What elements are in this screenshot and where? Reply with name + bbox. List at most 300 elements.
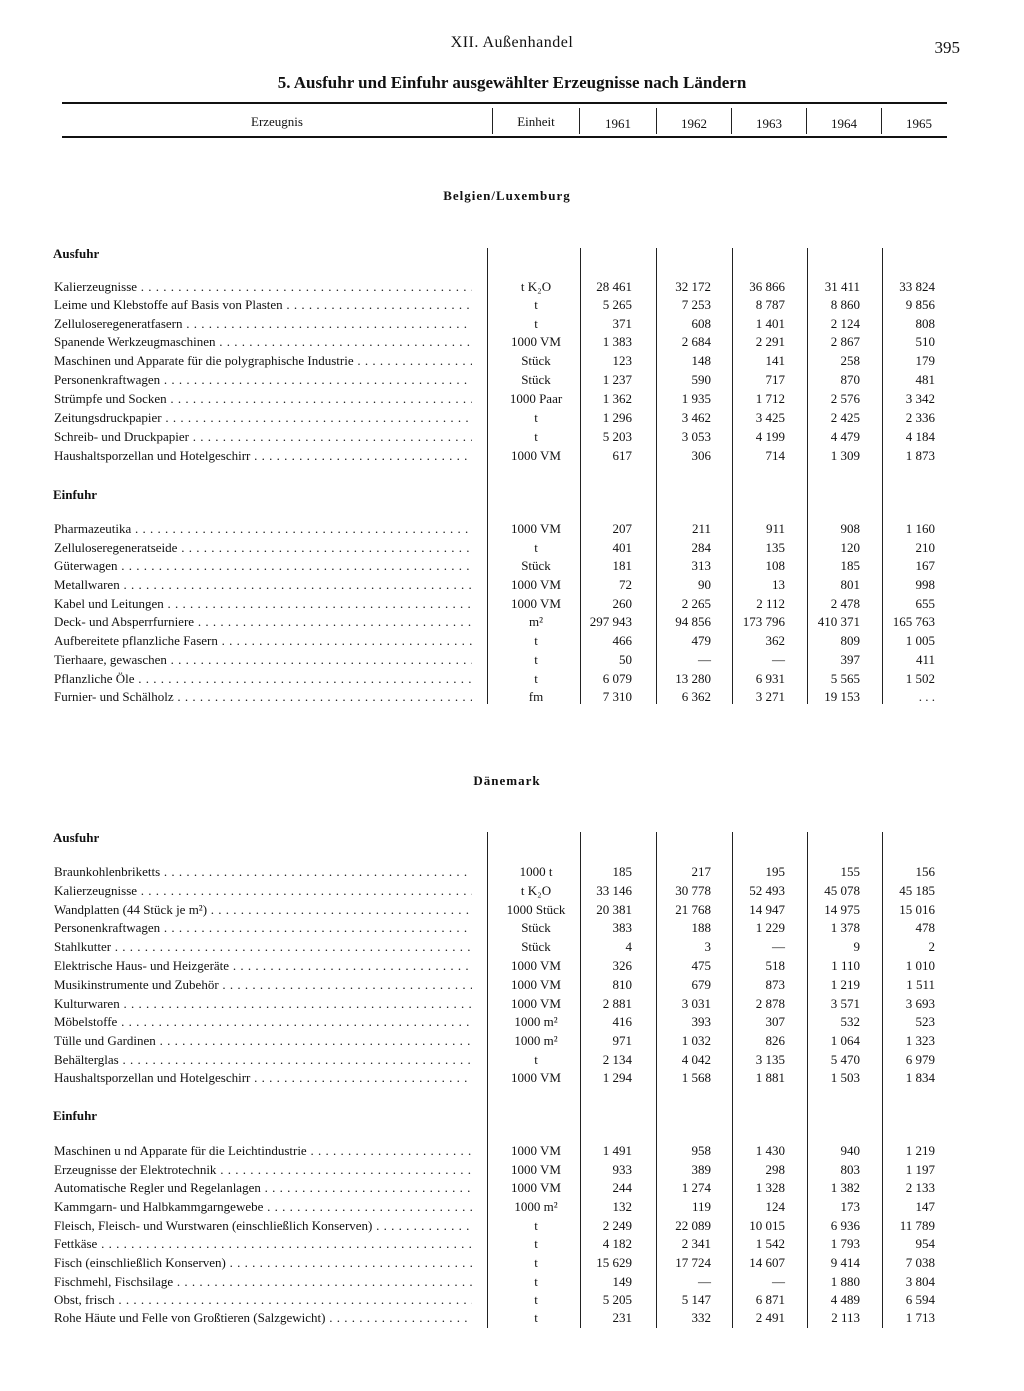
row-value: 6 871 [755,1292,785,1307]
row-item: Metallwaren . . . [54,577,472,593]
row-value: 2 112 [756,596,785,611]
row-value: 1 328 [755,1180,785,1195]
table-row [0,883,1024,901]
row-value: 120 [840,540,860,555]
row-value: 1 430 [755,1143,785,1158]
page-number: 395 [934,38,960,57]
row-value: 998 [915,577,935,592]
row-value: 908 [840,521,860,536]
row-item: Zelluloseregeneratfasern . . . [54,316,472,332]
header-column-separator [731,108,732,134]
row-unit: t [534,1052,538,1067]
column-header-unit: Einheit [517,114,555,129]
row-unit: t K₂O [520,279,552,294]
row-value: 2 265 [681,596,711,611]
row-value: 870 [840,372,860,387]
row-value: 4 042 [681,1052,711,1067]
group-heading-einfuhr: Einfuhr [53,487,98,502]
row-item: Möbelstoffe . . . [54,1014,472,1030]
row-value: 617 [612,448,632,463]
row-unit: 1000 t [519,864,553,879]
row-item: Leime und Klebstoffe auf Basis von Plasten . . . [54,297,472,313]
row-unit: 1000 m² [514,1014,558,1029]
row-value: 714 [765,448,785,463]
table-row [0,633,1024,651]
row-value: 2 881 [602,996,632,1011]
row-value: 306 [691,448,711,463]
row-value: 156 [915,864,935,879]
row-value: 4 479 [830,429,860,444]
row-unit: 1000 VM [511,334,561,349]
row-item: Deck- und Absperrfurniere . . . [54,614,472,630]
row-unit: t [534,429,538,444]
row-value: 608 [691,316,711,331]
row-value: 1 793 [830,1236,860,1251]
row-value: 808 [915,316,935,331]
row-value: 141 [765,353,785,368]
row-item: Stahlkutter . . . [54,939,472,955]
row-value: 1 834 [905,1070,935,1085]
header-column-separator [881,108,882,134]
row-value: 135 [765,540,785,555]
row-value: 2 [928,939,935,954]
header-top-rule [62,102,947,104]
row-unit: 1000 VM [511,521,561,536]
table-row [0,689,1024,707]
row-unit: t [534,671,538,686]
row-item: Pharmazeutika . . . [54,521,472,537]
row-unit: t [534,652,538,667]
row-value: 9 414 [830,1255,860,1270]
row-value: 1 274 [681,1180,711,1195]
row-value: 1 197 [905,1162,935,1177]
row-value: 362 [765,633,785,648]
row-value: 5 147 [681,1292,711,1307]
row-value: 510 [915,334,935,349]
table-row [0,1236,1024,1254]
row-unit: 1000 VM [511,1162,561,1177]
row-value: 1 503 [830,1070,860,1085]
row-value: 179 [915,353,935,368]
row-value: 33 146 [596,883,632,898]
row-value: 1 935 [681,391,711,406]
row-value: 803 [840,1162,860,1177]
row-item: Obst, frisch . . . [54,1292,472,1308]
table-row [0,614,1024,632]
row-unit: t [534,1255,538,1270]
row-value: 5 205 [602,1292,632,1307]
row-value: 416 [612,1014,632,1029]
row-unit: 1000 Paar [509,391,563,406]
row-value: 147 [915,1199,935,1214]
row-item: Personenkraftwagen . . . [54,920,472,936]
table-row [0,334,1024,352]
row-value: 1 309 [830,448,860,463]
row-value: 6 979 [905,1052,935,1067]
row-value: 8 860 [830,297,860,312]
row-value: 4 184 [905,429,935,444]
header-column-separator [656,108,657,134]
row-item: Strümpfe und Socken . . . [54,391,472,407]
row-value: 45 078 [824,883,860,898]
table-row [0,977,1024,995]
row-value: 809 [840,633,860,648]
table-row [0,429,1024,447]
column-header-year: 1962 [681,116,707,131]
row-value: 958 [691,1143,711,1158]
row-value: 873 [765,977,785,992]
row-item: Fischmehl, Fischsilage . . . [54,1274,472,1290]
country-heading: Belgien/Luxemburg [443,188,571,203]
row-unit: t [534,316,538,331]
row-value: 2 867 [830,334,860,349]
row-value: 1 032 [681,1033,711,1048]
row-value: 28 461 [596,279,632,294]
row-item: Zelluloseregeneratseide . . . [54,540,472,556]
row-unit: fm [528,689,544,704]
table-row [0,1143,1024,1161]
row-value: 52 493 [749,883,785,898]
row-item: Elektrische Haus- und Heizgeräte . . . [54,958,472,974]
row-value: 195 [765,864,785,879]
table-row [0,1274,1024,1292]
row-value: 1 296 [602,410,632,425]
table-row [0,596,1024,614]
row-item: Kalierzeugnisse . . . [54,883,472,899]
row-value: 90 [698,577,711,592]
row-value: 3 053 [681,429,711,444]
row-value: 284 [691,540,711,555]
row-value: 1 542 [755,1236,785,1251]
row-value: 523 [915,1014,935,1029]
row-value: 167 [915,558,935,573]
row-value: 7 310 [602,689,632,704]
table-row [0,372,1024,390]
row-value: 1 323 [905,1033,935,1048]
row-value: 313 [691,558,711,573]
row-value: 6 936 [830,1218,860,1233]
row-unit: 1000 VM [511,577,561,592]
chapter-heading: XII. Außenhandel [450,34,574,51]
row-value: 371 [612,316,632,331]
row-value: 971 [612,1033,632,1048]
row-value: 1 362 [602,391,632,406]
row-value: 1 110 [831,958,860,973]
table-row [0,391,1024,409]
row-value: 45 185 [899,883,935,898]
row-value: 30 778 [675,883,711,898]
row-value: 1 294 [602,1070,632,1085]
row-value: 1 881 [755,1070,785,1085]
header-column-separator [579,108,580,134]
row-value: 479 [691,633,711,648]
row-value: — [772,652,785,667]
row-unit: t [534,1274,538,1289]
row-item: Kalierzeugnisse . . . [54,279,472,295]
table-row [0,1292,1024,1310]
row-value: 2 336 [905,410,935,425]
row-value: 244 [612,1180,632,1195]
row-value: 1 713 [905,1310,935,1325]
row-value: 3 271 [755,689,785,704]
row-value: 410 371 [817,614,860,629]
row-item: Musikinstrumente und Zubehör . . . [54,977,472,993]
row-value: 1 382 [830,1180,860,1195]
row-item: Schreib- und Druckpapier . . . [54,429,472,445]
row-value: 1 064 [830,1033,860,1048]
row-value: 17 724 [675,1255,711,1270]
row-value: 297 943 [589,614,632,629]
row-value: 401 [612,540,632,555]
row-value: 5 470 [830,1052,860,1067]
row-value: 5 265 [602,297,632,312]
row-value: 954 [915,1236,935,1251]
row-unit: Stück [521,353,551,368]
row-value: 188 [691,920,711,935]
row-value: 14 947 [749,902,785,917]
row-unit: t [534,410,538,425]
row-value: 481 [915,372,935,387]
row-value: 1 219 [905,1143,935,1158]
row-value: 15 016 [899,902,935,917]
row-value: 2 491 [755,1310,785,1325]
row-value: 2 133 [905,1180,935,1195]
row-value: 2 478 [830,596,860,611]
row-value: 2 576 [830,391,860,406]
row-value: 475 [691,958,711,973]
row-value: — [772,939,785,954]
row-item: Haushaltsporzellan und Hotelgeschirr . . . [54,1070,472,1086]
column-header-year: 1965 [906,116,932,131]
row-unit: 1000 m² [514,1199,558,1214]
table-row [0,353,1024,371]
row-value: 1 502 [905,671,935,686]
table-row [0,297,1024,315]
row-value: 7 253 [681,297,711,312]
row-value: 155 [840,864,860,879]
row-value: 50 [619,652,632,667]
header-bottom-rule [62,136,947,138]
row-value: 826 [765,1033,785,1048]
table-row [0,577,1024,595]
row-value: 2 425 [830,410,860,425]
row-value: 207 [612,521,632,536]
row-item: Fettkäse . . . [54,1236,472,1252]
row-unit: 1000 VM [511,1070,561,1085]
row-value: 911 [765,521,785,536]
row-value: 72 [619,577,632,592]
row-unit: t [534,1236,538,1251]
row-value: 108 [765,558,785,573]
row-item: Zeitungsdruckpapier . . . [54,410,472,426]
table-row [0,1218,1024,1236]
row-value: 9 [853,939,860,954]
table-row [0,1070,1024,1088]
row-value: 1 568 [681,1070,711,1085]
row-value: 231 [612,1310,632,1325]
row-unit: t [534,297,538,312]
row-value: 2 113 [831,1310,860,1325]
row-value: . . . [918,689,935,704]
row-value: 2 684 [681,334,711,349]
row-value: 590 [691,372,711,387]
row-unit: t K₂O [520,883,552,898]
row-value: 6 362 [681,689,711,704]
row-item: Maschinen u nd Apparate für die Leichtindustrie . . . [54,1143,472,1159]
row-value: 13 280 [675,671,711,686]
table-row [0,652,1024,670]
row-value: 21 768 [675,902,711,917]
header-column-separator [492,108,493,134]
row-value: 14 975 [824,902,860,917]
row-value: 4 489 [830,1292,860,1307]
row-value: 389 [691,1162,711,1177]
row-value: 518 [765,958,785,973]
row-item: Kulturwaren . . . [54,996,472,1012]
row-value: 132 [612,1199,632,1214]
row-value: 149 [612,1274,632,1289]
row-value: 2 124 [830,316,860,331]
row-value: 940 [840,1143,860,1158]
row-value: 411 [915,652,935,667]
row-value: 532 [840,1014,860,1029]
row-value: 3 462 [681,410,711,425]
row-value: 933 [612,1162,632,1177]
row-unit: m² [528,614,543,629]
column-header-year: 1963 [756,116,782,131]
table-title: 5. Ausfuhr und Einfuhr ausgewählter Erzeugnisse nach Ländern [277,73,747,92]
row-value: 1 712 [755,391,785,406]
row-unit: Stück [521,372,551,387]
row-item: Kabel und Leitungen . . . [54,596,472,612]
row-value: 217 [691,864,711,879]
row-value: 20 381 [596,902,632,917]
table-row [0,996,1024,1014]
row-value: 2 291 [755,334,785,349]
row-value: 3 [704,939,711,954]
row-value: 3 571 [830,996,860,1011]
row-value: 3 135 [755,1052,785,1067]
row-value: 1 219 [830,977,860,992]
row-unit: 1000 VM [511,448,561,463]
row-item: Rohe Häute und Felle von Großtieren (Salzgewicht) . . . [54,1310,472,1326]
row-value: 4 182 [602,1236,632,1251]
row-value: 478 [915,920,935,935]
row-value: 22 089 [675,1218,711,1233]
row-value: 31 411 [824,279,860,294]
table-row [0,1033,1024,1051]
row-value: 1 880 [830,1274,860,1289]
row-unit: t [534,540,538,555]
row-value: 655 [915,596,935,611]
row-unit: t [534,1310,538,1325]
row-value: 1 401 [755,316,785,331]
row-item: Fisch (einschließlich Konserven) . . . [54,1255,472,1271]
row-value: — [698,652,711,667]
table-row [0,279,1024,297]
row-value: 4 [625,939,632,954]
row-item: Aufbereitete pflanzliche Fasern . . . [54,633,472,649]
row-value: 173 [840,1199,860,1214]
table-row [0,671,1024,689]
table-row [0,1052,1024,1070]
row-unit: 1000 Stück [506,902,566,917]
group-heading-ausfuhr: Ausfuhr [53,830,100,845]
table-row [0,540,1024,558]
row-value: 5 565 [830,671,860,686]
row-value: 810 [612,977,632,992]
row-value: 332 [691,1310,711,1325]
group-heading-ausfuhr: Ausfuhr [53,246,100,261]
table-row [0,1199,1024,1217]
row-unit: 1000 VM [511,596,561,611]
row-value: 3 031 [681,996,711,1011]
table-row [0,521,1024,539]
group-heading-einfuhr: Einfuhr [53,1108,98,1123]
row-value: 1 005 [905,633,935,648]
row-unit: 1000 VM [511,1143,561,1158]
row-unit: 1000 VM [511,1180,561,1195]
table-row [0,864,1024,882]
row-value: 3 693 [905,996,935,1011]
row-value: 11 789 [899,1218,935,1233]
row-value: 14 607 [749,1255,785,1270]
row-value: 1 511 [906,977,935,992]
row-value: — [772,1274,785,1289]
row-value: 185 [840,558,860,573]
row-value: 1 383 [602,334,632,349]
row-item: Haushaltsporzellan und Hotelgeschirr . . . [54,448,472,464]
table-row [0,448,1024,466]
row-value: 260 [612,596,632,611]
row-unit: 1000 VM [511,996,561,1011]
row-item: Kammgarn- und Halbkammgarngewebe . . . [54,1199,472,1215]
row-item: Maschinen und Apparate für die polygraphische Industrie . . . [54,353,472,369]
row-value: 383 [612,920,632,935]
row-value: 185 [612,864,632,879]
table-row [0,1310,1024,1328]
row-value: 4 199 [755,429,785,444]
table-row [0,1255,1024,1273]
row-value: 36 866 [749,279,785,294]
row-value: 210 [915,540,935,555]
row-value: 148 [691,353,711,368]
row-unit: 1000 VM [511,958,561,973]
table-row [0,316,1024,334]
row-value: 298 [765,1162,785,1177]
row-item: Personenkraftwagen . . . [54,372,472,388]
row-item: Güterwagen . . . [54,558,472,574]
row-value: 8 787 [755,297,785,312]
row-value: 1 010 [905,958,935,973]
row-unit: Stück [521,558,551,573]
row-unit: Stück [521,939,551,954]
row-value: 1 160 [905,521,935,536]
row-value: 173 796 [742,614,785,629]
row-unit: Stück [521,920,551,935]
row-unit: t [534,1218,538,1233]
row-item: Spanende Werkzeugmaschinen . . . [54,334,472,350]
row-value: 2 249 [602,1218,632,1233]
row-value: 307 [765,1014,785,1029]
row-value: 717 [765,372,785,387]
row-value: 3 804 [905,1274,935,1289]
row-value: 165 763 [892,614,935,629]
country-heading: Dänemark [473,773,541,788]
column-header-year: 1964 [831,116,857,131]
row-unit: 1000 m² [514,1033,558,1048]
row-value: 1 873 [905,448,935,463]
